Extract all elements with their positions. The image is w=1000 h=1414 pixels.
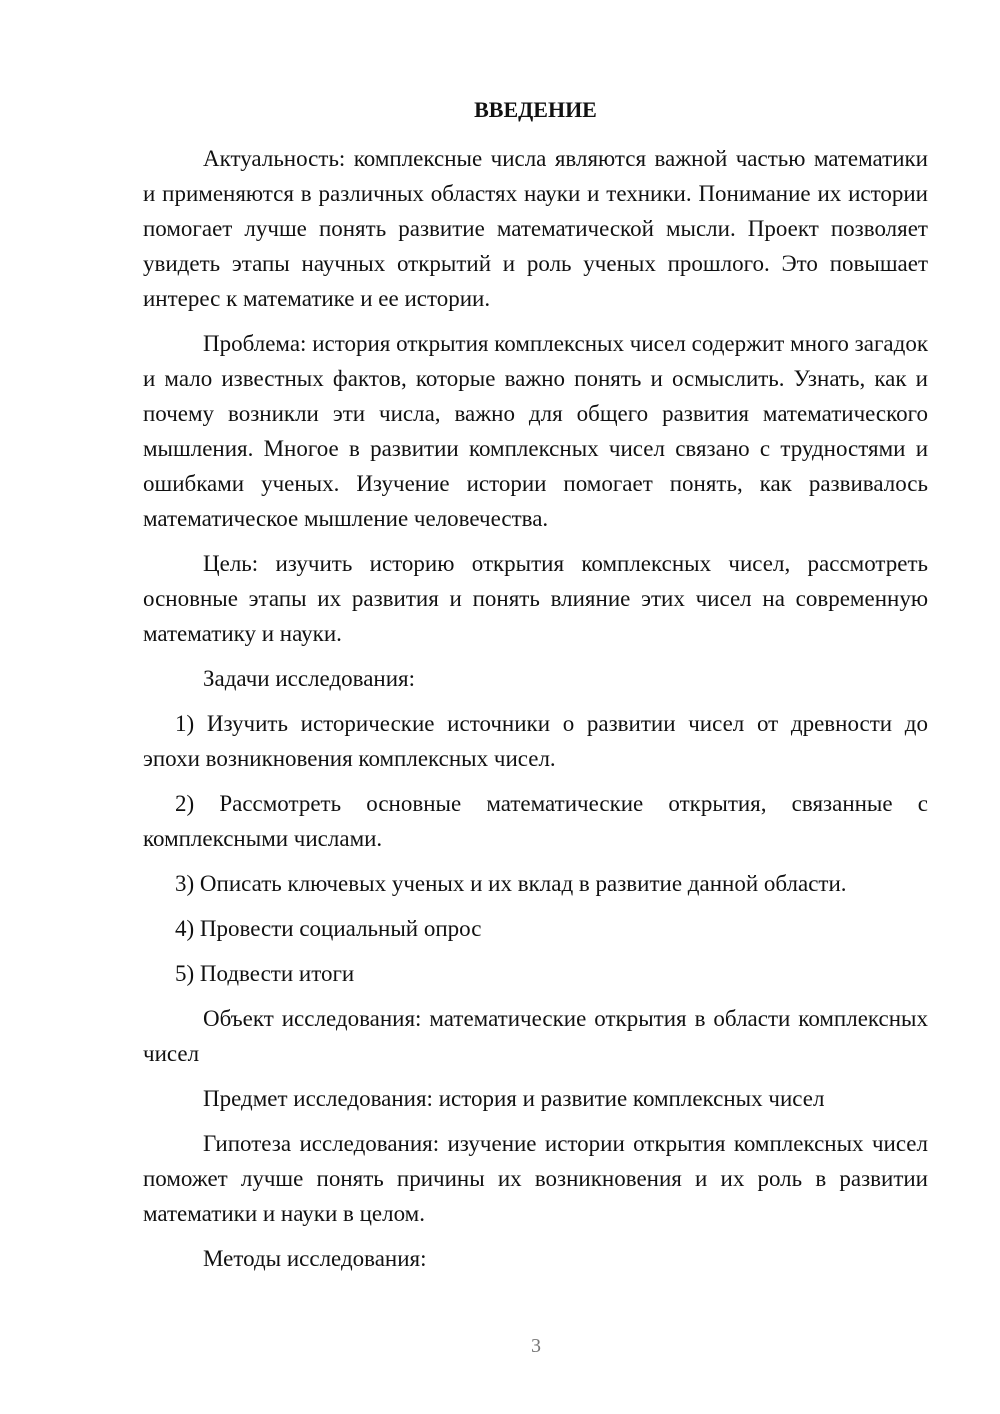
hypothesis-paragraph: Гипотеза исследования: изучение истории открытия комплексных чисел поможет лучше понять причины их возникновения и их роль в развитии математики и науки в целом.	[143, 1131, 928, 1226]
methods-heading: Методы исследования:	[203, 1246, 427, 1271]
relevance-paragraph: Актуальность: комплексные числа являются важной частью математики и применяются в различных областях науки и техники. Понимание их истории помогает лучше понять развитие математической мысли. Проект позволяет увидеть этапы научных открытий и роль ученых прошлого. Это повышает интерес к математике и ее истории.	[143, 146, 928, 311]
document-page	[143, 95, 928, 1286]
task-item-2: 2) Рассмотреть основные математические открытия, связанные с комплексными числами.	[143, 791, 928, 851]
document-heading: ВВЕДЕНИЕ	[474, 97, 597, 122]
tasks-heading: Задачи исследования:	[203, 666, 416, 691]
object-paragraph: Объект исследования: математические открытия в области комплексных чисел	[143, 1006, 928, 1066]
task-item-3: 3) Описать ключевых ученых и их вклад в развитие данной области.	[175, 871, 847, 896]
task-item-4: 4) Провести социальный опрос	[175, 916, 482, 941]
task-item-5: 5) Подвести итоги	[175, 961, 355, 986]
problem-paragraph: Проблема: история открытия комплексных чисел содержит много загадок и мало известных фактов, которые важно понять и осмыслить. Узнать, как и почему возникли эти числа, важно для общего развития математического мышления. Многое в развитии комплексных чисел связано с трудностями и ошибками ученых. Изучение истории помогает понять, как развивалось математическое мышление человечества.	[143, 331, 928, 531]
page-number: 3	[531, 1335, 541, 1357]
goal-paragraph: Цель: изучить историю открытия комплексных чисел, рассмотреть основные этапы их развития и понять влияние этих чисел на современную математику и науки.	[143, 551, 928, 646]
task-item-1: 1) Изучить исторические источники о развитии чисел от древности до эпохи возникновения комплексных чисел.	[143, 711, 928, 771]
subject-paragraph: Предмет исследования: история и развитие комплексных чисел	[203, 1086, 825, 1111]
